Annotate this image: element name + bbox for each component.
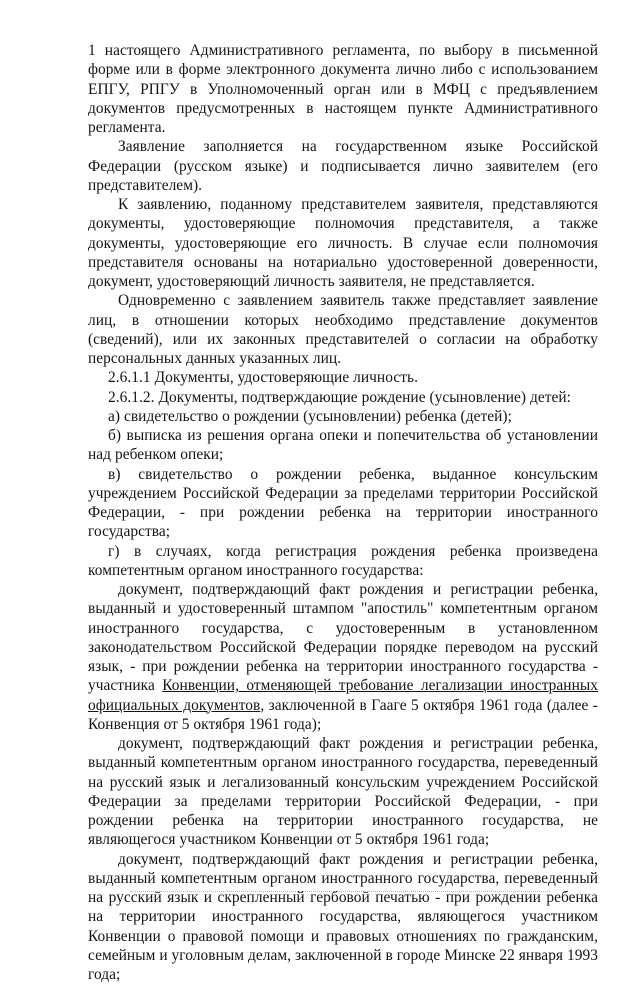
paragraph-apostille xyxy=(88,580,598,734)
document-body xyxy=(88,41,598,984)
paragraph-representative: К заявлению, поданному представителем заявителя, представляются документы, удостоверяющие полномочия представителя, а также документы, удостоверяющие его личность. В случае если полномочия представителя основаны на нотариально удостоверенной доверенности, документ, удостоверяющий личность заявителя, не представляется. xyxy=(88,195,598,291)
paragraph-continuation: 1 настоящего Административного регламента, по выбору в письменной форме или в форме электронного документа лично либо с использованием ЕПГУ, РПГУ в Уполномоченный орган или в МФЦ с предъявлением документов предусмотренных в настоящем пункте Административного регламента. xyxy=(88,41,598,137)
convention-link[interactable]: Конвенции, отменяющей требование легализации иностранных официальных документов xyxy=(88,677,598,713)
list-item-v: в) свидетельство о рождении ребенка, выданное консульским учреждением Российской Федерации за пределами территории Российской Федерации, - при рождении ребенка на территории иностранного государства; xyxy=(88,465,598,542)
list-item-a: а) свидетельство о рождении (усыновлении) ребенка (детей); xyxy=(88,407,598,426)
scan-artifact-line xyxy=(130,891,550,894)
section-2-6-1-1: 2.6.1.1 Документы, удостоверяющие личность. xyxy=(88,368,598,387)
apostille-text-start: документ, подтверждающий факт рождения и регистрации ребенка, выданный и удостоверенный штампом "апостиль" компетентным органом иностранного государства, с удостоверенным в установленном законодательством Российской Федерации порядке переводом на русский язык, - при рождении ребенка на территории иностранного государства - участника xyxy=(88,581,598,694)
list-item-b: б) выписка из решения органа опеки и попечительства об установлении над ребенком опеки; xyxy=(88,426,598,465)
paragraph-minsk-convention: документ, подтверждающий факт рождения и регистрации ребенка, выданный компетентным органом иностранного государства, переведенный на русский язык и скрепленный гербовой печатью - при рождении ребенка на территории иностранного государства, являющегося участником Конвенции о правовой помощи и правовых отношениях по гражданским, семейным и уголовным делам, заключенной в городе Минске 22 января 1993 года; xyxy=(88,850,598,984)
paragraph-language: Заявление заполняется на государственном языке Российской Федерации (русском языке) и подписывается лично заявителем (его представителем). xyxy=(88,137,598,195)
section-2-6-1-2: 2.6.1.2. Документы, подтверждающие рождение (усыновление) детей: xyxy=(88,388,598,407)
paragraph-consent: Одновременно с заявлением заявитель также представляет заявление лиц, в отношении которых необходимо представление документов (сведений), или их законных представителей о согласии на обработку персональных данных указанных лиц. xyxy=(88,291,598,368)
paragraph-legalized: документ, подтверждающий факт рождения и регистрации ребенка, выданный компетентным органом иностранного государства, переведенный на русский язык и легализованный консульским учреждением Российской Федерации за пределами территории Российской Федерации, - при рождении ребенка на территории иностранного государства, не являющегося участником Конвенции от 5 октября 1961 года; xyxy=(88,734,598,850)
list-item-g: г) в случаях, когда регистрация рождения ребенка произведена компетентным органом иностранного государства: xyxy=(88,542,598,581)
apostille-text-end: , заключенной в Гааге 5 октября 1961 года (далее - Конвенция от 5 октября 1961 года); xyxy=(88,697,598,733)
